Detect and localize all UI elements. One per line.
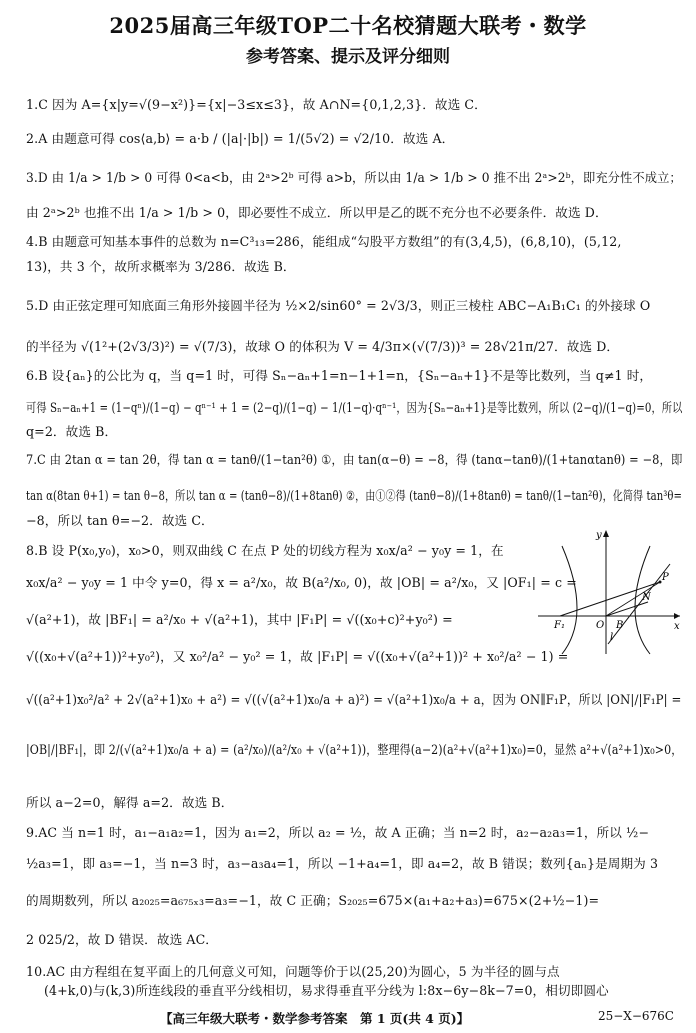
hyperbola-figure bbox=[534, 526, 684, 658]
solution-line: 10.AC 由方程组在复平面上的几何意义可知，问题等价于以(25,20)为圆心，5 为半径的圆与点 bbox=[26, 964, 560, 979]
solution-line: 3.D 由 1/a > 1/b > 0 可得 0<a<b，由 2ᵃ>2ᵇ 可得 a>b，所以由 1/a > 1/b > 0 推不出 2ᵃ>2ᵇ，即充分性不成立； bbox=[26, 170, 682, 185]
label-O: O bbox=[596, 620, 605, 631]
label-x: x bbox=[674, 621, 680, 632]
solution-line: 可得 Sₙ−aₙ+1 = (1−qⁿ)/(1−q) − qⁿ⁻¹ + 1 = (2−q)/(1−q) − 1/(1−q)·qⁿ⁻¹，因为{Sₙ−aₙ+1}是等比数列，所以 (2−q)/(1−q)=0，所以 bbox=[26, 400, 683, 415]
solution-line: 6.B 设{aₙ}的公比为 q，当 q=1 时，可得 Sₙ−aₙ+1=n−1+1=n，{Sₙ−aₙ+1}不是等比数列，当 q≠1 时， bbox=[26, 368, 653, 383]
label-N: N bbox=[642, 592, 651, 603]
label-y: y bbox=[596, 530, 602, 541]
line-OP bbox=[606, 582, 660, 616]
solution-line: 7.C 由 2tan α = tan 2θ，得 tan α = tanθ/(1−tan²θ) ①，由 tan(α−θ) = −8，得 (tanα−tanθ)/(1+tanαtanθ) = −8，即 bbox=[26, 452, 683, 467]
page-footer: 【高三年级大联考・数学参考答案 第 1 页(共 4 页)】 bbox=[160, 1011, 470, 1026]
solution-line: √((a²+1)x₀²/a² + 2√(a²+1)x₀ + a²) = √((√(a²+1)x₀/a + a)²) = √(a²+1)x₀/a + a，因为 ON∥F₁P，所以 |ON|/|F₁P| = bbox=[26, 692, 682, 707]
solution-line: q=2．故选 B． bbox=[26, 424, 118, 439]
solution-line: 13)，共 3 个，故所求概率为 3/286．故选 B． bbox=[26, 259, 296, 274]
label-l: l bbox=[610, 632, 614, 643]
solution-line: 所以 a−2=0，解得 a=2．故选 B． bbox=[26, 795, 234, 810]
solution-line: 由 2ᵃ>2ᵇ 也推不出 1/a > 1/b > 0，即必要性不成立．所以甲是乙的既不充分也不必要条件．故选 D． bbox=[26, 205, 608, 220]
solution-line: 的半径为 √(1²+(2√3/3)²) = √(7/3)，故球 O 的体积为 V = 4/3π×(√(7/3))³ = 28√21π/27．故选 D． bbox=[26, 339, 620, 354]
solution-line: 4.B 由题意可知基本事件的总数为 n=C³₁₃=286，能组成“勾股平方数组”的有(3,4,5)，(6,8,10)，(5,12, bbox=[26, 234, 622, 249]
solution-line: 2.A 由题意可得 cos⟨a,b⟩ = a·b / (|a|·|b|) = 1/(5√2) = √2/10．故选 A． bbox=[26, 131, 455, 146]
solution-line: 9.AC 当 n=1 时，a₁−a₁a₂=1，因为 a₁=2，所以 a₂ = ½，故 A 正确；当 n=2 时，a₂−a₂a₃=1，所以 ½− bbox=[26, 825, 649, 840]
solution-line: 的周期数列，所以 a₂₀₂₅=a₆₇₅ₓ₃=a₃=−1，故 C 正确；S₂₀₂₅=675×(a₁+a₂+a₃)=675×(2+½−1)= bbox=[26, 893, 600, 908]
label-B: B bbox=[616, 620, 624, 631]
page-title: 2025届高三年级TOP二十名校猜题大联考・数学 bbox=[109, 13, 587, 38]
hyperbola-left-branch bbox=[562, 546, 577, 654]
y-axis-arrow bbox=[603, 530, 609, 537]
solution-line: 8.B 设 P(x₀,y₀)，x₀>0，则双曲线 C 在点 P 处的切线方程为 x₀x/a² − y₀y = 1，在 bbox=[26, 543, 504, 558]
solution-line: √((x₀+√(a²+1))²+y₀²)，又 x₀²/a² − y₀² = 1，故 |F₁P| = √((x₀+√(a²+1))² + x₀²/a² − 1) = bbox=[26, 649, 569, 664]
line-ON bbox=[606, 602, 648, 616]
solution-line: |OB|/|BF₁|，即 2/(√(a²+1)x₀/a + a) = (a²/x₀)/(a²/x₀ + √(a²+1))，整理得(a−2)(a²+√(a²+1)x₀)=0，显然 a²+√(a²+1)x₀>0， bbox=[26, 742, 683, 757]
solution-line: 2 025/2，故 D 错误．故选 AC． bbox=[26, 932, 218, 947]
page-subtitle: 参考答案、提示及评分细则 bbox=[246, 47, 450, 67]
solution-line: 1.C 因为 A={x|y=√(9−x²)}={x|−3≤x≤3}，故 A∩N={0,1,2,3}．故选 C． bbox=[26, 97, 487, 112]
solution-line: 5.D 由正弦定理可知底面三角形外接圆半径为 ½×2/sin60° = 2√3/3，则正三棱柱 ABC−A₁B₁C₁ 的外接球 O bbox=[26, 298, 651, 313]
label-F1: F₁ bbox=[554, 620, 565, 631]
document-code: 25−X−676C bbox=[597, 1009, 674, 1023]
solution-line: x₀x/a² − y₀y = 1 中令 y=0，得 x = a²/x₀，故 B(a²/x₀, 0)，故 |OB| = a²/x₀，又 |OF₁| = c = bbox=[26, 575, 577, 590]
solution-line: (4+k,0)与(k,3)所连线段的垂直平分线相切，易求得垂直平分线为 l:8x−6y−8k−7=0，相切即圆心 bbox=[44, 983, 609, 998]
label-P: P bbox=[662, 572, 669, 583]
solution-line: √(a²+1)，故 |BF₁| = a²/x₀ + √(a²+1)，其中 |F₁P| = √((x₀+c)²+y₀²) = bbox=[26, 612, 453, 627]
x-axis-arrow bbox=[674, 613, 680, 619]
solution-line: tan α(8tan θ+1) = tan θ−8，所以 tan α = (tanθ−8)/(1+8tanθ) ②，由①②得 (tanθ−8)/(1+8tanθ) = tanθ/(1−tan²θ)，化简得 tan³θ= bbox=[26, 488, 683, 503]
solution-line: −8，所以 tan θ=−2．故选 C． bbox=[26, 513, 214, 528]
solution-line: ½a₃=1，即 a₃=−1，当 n=3 时，a₃−a₃a₄=1，所以 −1+a₄=1，即 a₄=2，故 B 错误；数列{aₙ}是周期为 3 bbox=[26, 856, 659, 871]
